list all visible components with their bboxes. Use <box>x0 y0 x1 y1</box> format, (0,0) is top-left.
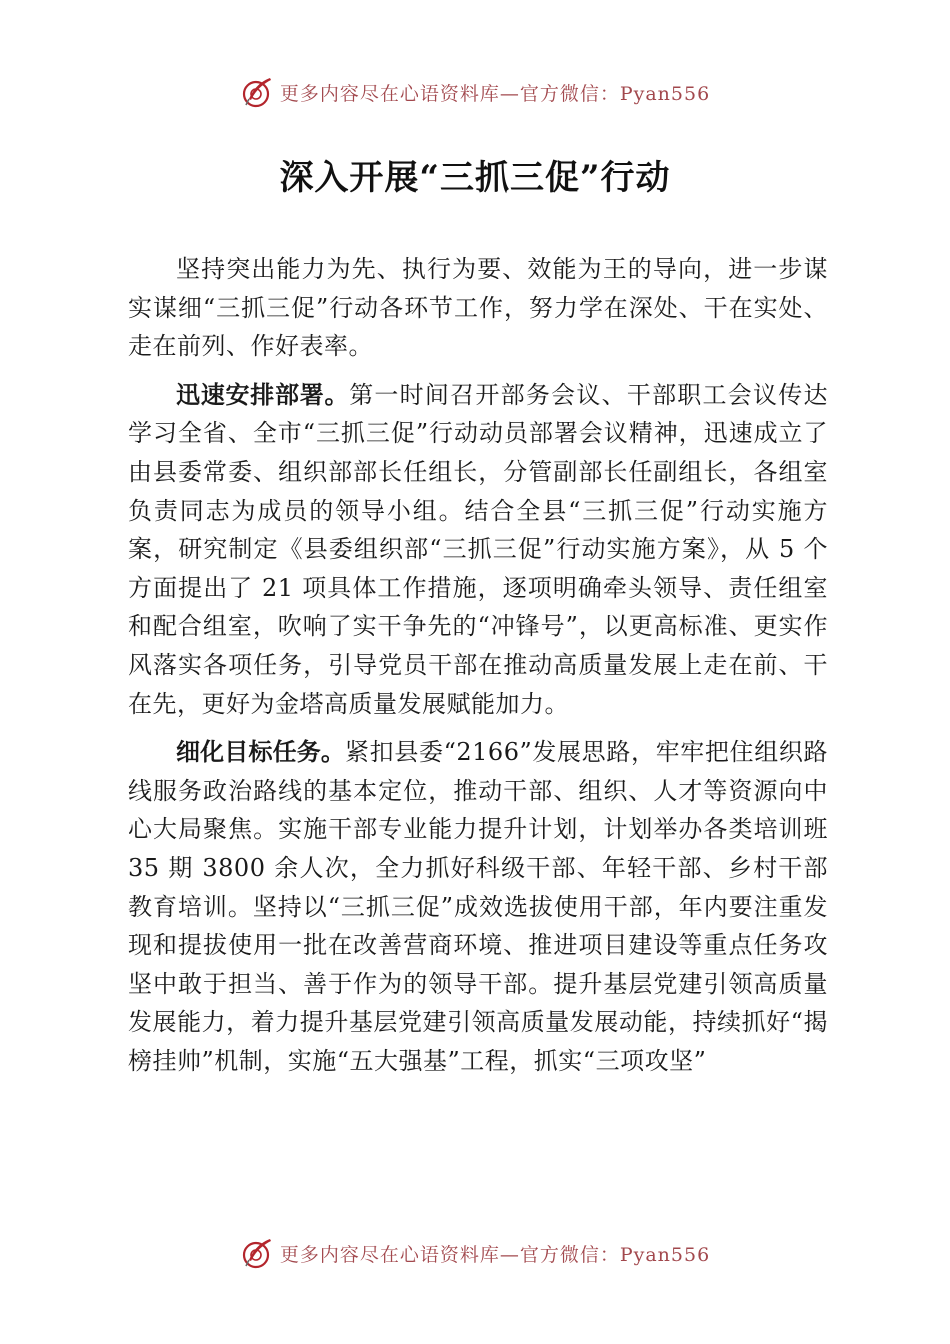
paragraph-intro <box>128 250 828 366</box>
footer-banner <box>0 1233 950 1273</box>
paragraph-deployment <box>128 376 828 723</box>
paragraph-text: 第一时间召开部务会议、干部职工会议传达学习全省、全市“三抓三促”行动动员部署会议精神，迅速成立了由县委常委、组织部部长任组长，分管副部长任副组长，各组室负责同志为成员的领导小组。结合全县“三抓三促”行动实施方案，研究制定《县委组织部“三抓三促”行动实施方案》，从 5 个方面提出了 21 项具体工作措施，逐项明确牵头领导、责任组室和配合组室，吹响了实干争先的“冲锋号”，以更高标准、更实作风落实各项任务，引导党员干部在推动高质量发展上走在前、干在先，更好为金塔高质量发展赋能加力。 <box>128 380 829 718</box>
paragraph-lead: 迅速安排部署。 <box>176 380 350 409</box>
paragraph-targets <box>128 733 828 1080</box>
article-body <box>128 250 828 1090</box>
paragraph-text: 紧扣县委“2166”发展思路，牢牢把住组织路线服务政治路线的基本定位，推动干部、组织、人才等资源向中心大局聚焦。实施干部专业能力提升计划，计划举办各类培训班 35 期 3800 余人次，全力抓好科级干部、年轻干部、乡村干部教育培训。坚持以“三抓三促”成效选拔使用干部，年内要注重发现和提拔使用一批在改善营商环境、推进项目建设等重点任务攻坚中敢于担当、善于作为的领导干部。提升基层党建引领高质量发展能力，着力提升基层党建引领高质量发展动能，持续抓好“揭榜挂帅”机制，实施“五大强基”工程，抓实“三项攻坚” <box>128 738 828 1075</box>
header-banner <box>0 72 950 112</box>
quill-logo-icon <box>240 1236 274 1270</box>
banner-text: 更多内容尽在心语资料库—官方微信：Pyan556 <box>279 1243 711 1266</box>
paragraph-lead: 细化目标任务。 <box>176 738 346 767</box>
paragraph-text: 坚持突出能力为先、执行为要、效能为王的导向，进一步谋实谋细“三抓三促”行动各环节工作，努力学在深处、干在实处、走在前列、作好表率。 <box>128 255 828 361</box>
quill-logo-icon <box>240 75 274 109</box>
banner-text: 更多内容尽在心语资料库—官方微信：Pyan556 <box>279 82 711 105</box>
page-title: 深入开展“三抓三促”行动 <box>279 158 671 198</box>
